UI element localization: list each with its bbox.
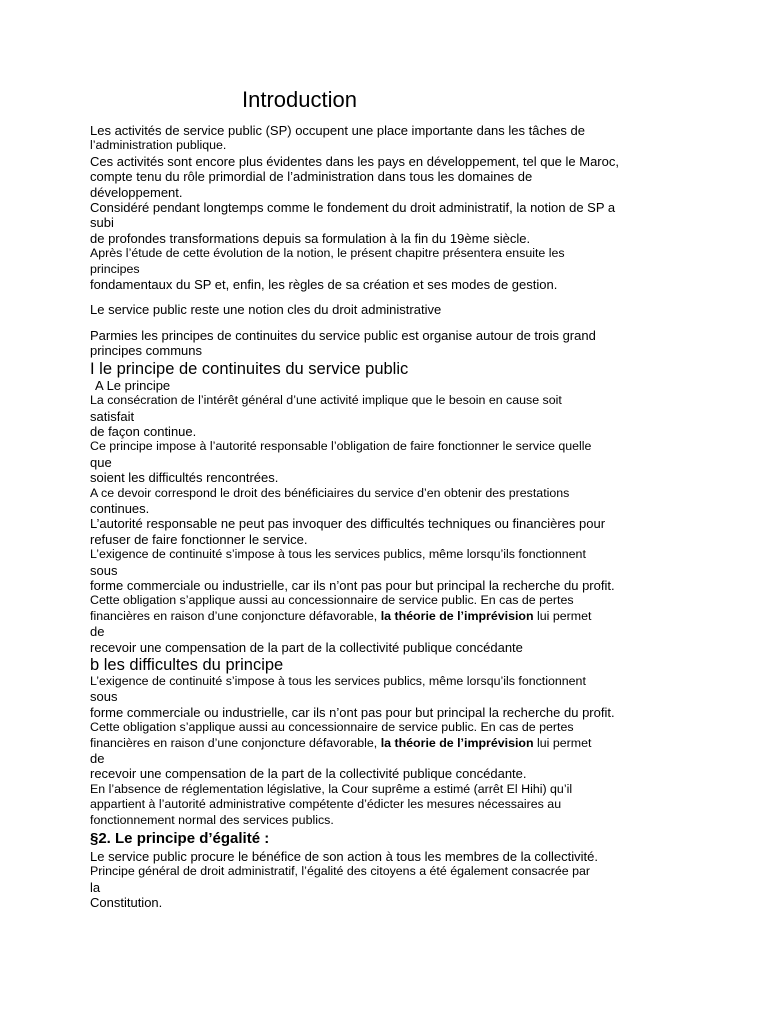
text-run: financières en raison d’une conjoncture défavorable, xyxy=(90,608,381,623)
text-line: L’exigence de continuité s’impose à tous les services publics, même lorsqu’ils fonctionnent xyxy=(90,674,586,688)
text-line: subi xyxy=(90,215,114,231)
text-line: Ces activités sont encore plus évidentes dans les pays en développement, tel que le Maroc, xyxy=(90,153,619,169)
subsection-a-heading: A Le principe xyxy=(95,377,171,393)
text-line: forme commerciale ou industrielle, car ils n’ont pas pour but principal la recherche du profit. xyxy=(90,704,615,720)
text-line: Après l’étude de cette évolution de la notion, le présent chapitre présentera ensuite les xyxy=(90,246,565,261)
text-line: fonctionnement normal des services publics. xyxy=(90,812,334,827)
text-line: Les activités de service public (SP) occupent une place importante dans les tâches de xyxy=(90,123,585,138)
text-line: Cette obligation s’applique aussi au concessionnaire de service public. En cas de pertes xyxy=(90,720,574,735)
text-line: sous xyxy=(90,689,118,705)
emphasis-text: la théorie de l’imprévision xyxy=(380,608,534,623)
text-line: l’administration publique. xyxy=(90,138,227,153)
text-line: sous xyxy=(90,562,118,578)
text-line: soient les difficultés rencontrées. xyxy=(90,470,279,486)
text-run: financières en raison d’une conjoncture défavorable, xyxy=(90,735,381,750)
text-line: de xyxy=(90,751,105,767)
text-line: Constitution. xyxy=(90,895,163,911)
intro-paragraph xyxy=(90,123,680,292)
emphasis-text: la théorie de l’imprévision xyxy=(380,735,534,750)
text-line: de façon continue. xyxy=(90,423,197,439)
text-run: lui permet xyxy=(533,735,592,750)
subsection-b-heading: b les difficultes du principe xyxy=(90,656,284,674)
text-line: principes communs xyxy=(90,343,202,359)
text-line-with-emphasis xyxy=(90,736,680,751)
note-line: Le service public reste une notion cles du droit administrative xyxy=(90,302,442,318)
page-title: Introduction xyxy=(242,87,357,112)
text-line: Cette obligation s’applique aussi au concessionnaire de service public. En cas de pertes xyxy=(90,593,574,608)
text-line: recevoir une compensation de la part de la collectivité publique concédante. xyxy=(90,766,527,782)
text-line: forme commerciale ou industrielle, car ils n’ont pas pour but principal la recherche du profit. xyxy=(90,577,615,593)
text-line-with-emphasis xyxy=(90,609,680,624)
text-line: Parmies les principes de continuites du service public est organise autour de trois grand xyxy=(90,327,596,343)
text-line: appartient à l’autorité administrative compétente d’édicter les mesures nécessaires au xyxy=(90,797,562,812)
section2-body xyxy=(90,849,680,911)
text-line: L’autorité responsable ne peut pas invoquer des difficultés techniques ou financières pour xyxy=(90,516,606,532)
text-line: Considéré pendant longtemps comme le fondement du droit administratif, la notion de SP a xyxy=(90,200,616,216)
text-line: Le service public procure le bénéfice de son action à tous les membres de la collectivité. xyxy=(90,849,598,865)
parmi-paragraph xyxy=(90,328,680,359)
text-line: Principe général de droit administratif, l’égalité des citoyens a été également consacrée par xyxy=(90,864,591,879)
section-a-body xyxy=(90,393,680,655)
section1-heading: I le principe de continuites du service public xyxy=(90,359,409,378)
text-line: de profondes transformations depuis sa formulation à la fin du 19ème siècle. xyxy=(90,230,531,246)
text-line: principes xyxy=(90,261,140,276)
text-line: recevoir une compensation de la part de la collectivité publique concédante xyxy=(90,639,523,655)
text-line: A ce devoir correspond le droit des bénéficiaires du service d’en obtenir des prestations xyxy=(90,485,570,500)
section2-heading: §2. Le principe d’égalité : xyxy=(90,830,270,848)
text-line: L’exigence de continuité s’impose à tous les services publics, même lorsqu’ils fonctionnent xyxy=(90,547,586,562)
text-line: La consécration de l’intérêt général d’une activité implique que le besoin en cause soit xyxy=(90,393,562,408)
text-run: lui permet xyxy=(533,608,592,623)
text-line: la xyxy=(90,879,101,895)
text-line: développement. xyxy=(90,184,183,200)
text-line: Ce principe impose à l’autorité responsable l’obligation de faire fonctionner le service quelle xyxy=(90,439,592,454)
text-line: de xyxy=(90,624,105,640)
text-line: satisfait xyxy=(90,408,135,424)
text-line: compte tenu du rôle primordial de l’administration dans tous les domaines de xyxy=(90,169,533,185)
document-page xyxy=(90,86,680,911)
text-line: refuser de faire fonctionner le service. xyxy=(90,531,308,547)
text-line: fondamentaux du SP et, enfin, les règles de sa création et ses modes de gestion. xyxy=(90,277,558,293)
section-b-body xyxy=(90,674,680,828)
text-line: continues. xyxy=(90,500,150,516)
text-line: que xyxy=(90,454,112,470)
text-line: En l’absence de réglementation législative, la Cour suprême a estimé (arrêt El Hihi) qu’il xyxy=(90,781,573,796)
